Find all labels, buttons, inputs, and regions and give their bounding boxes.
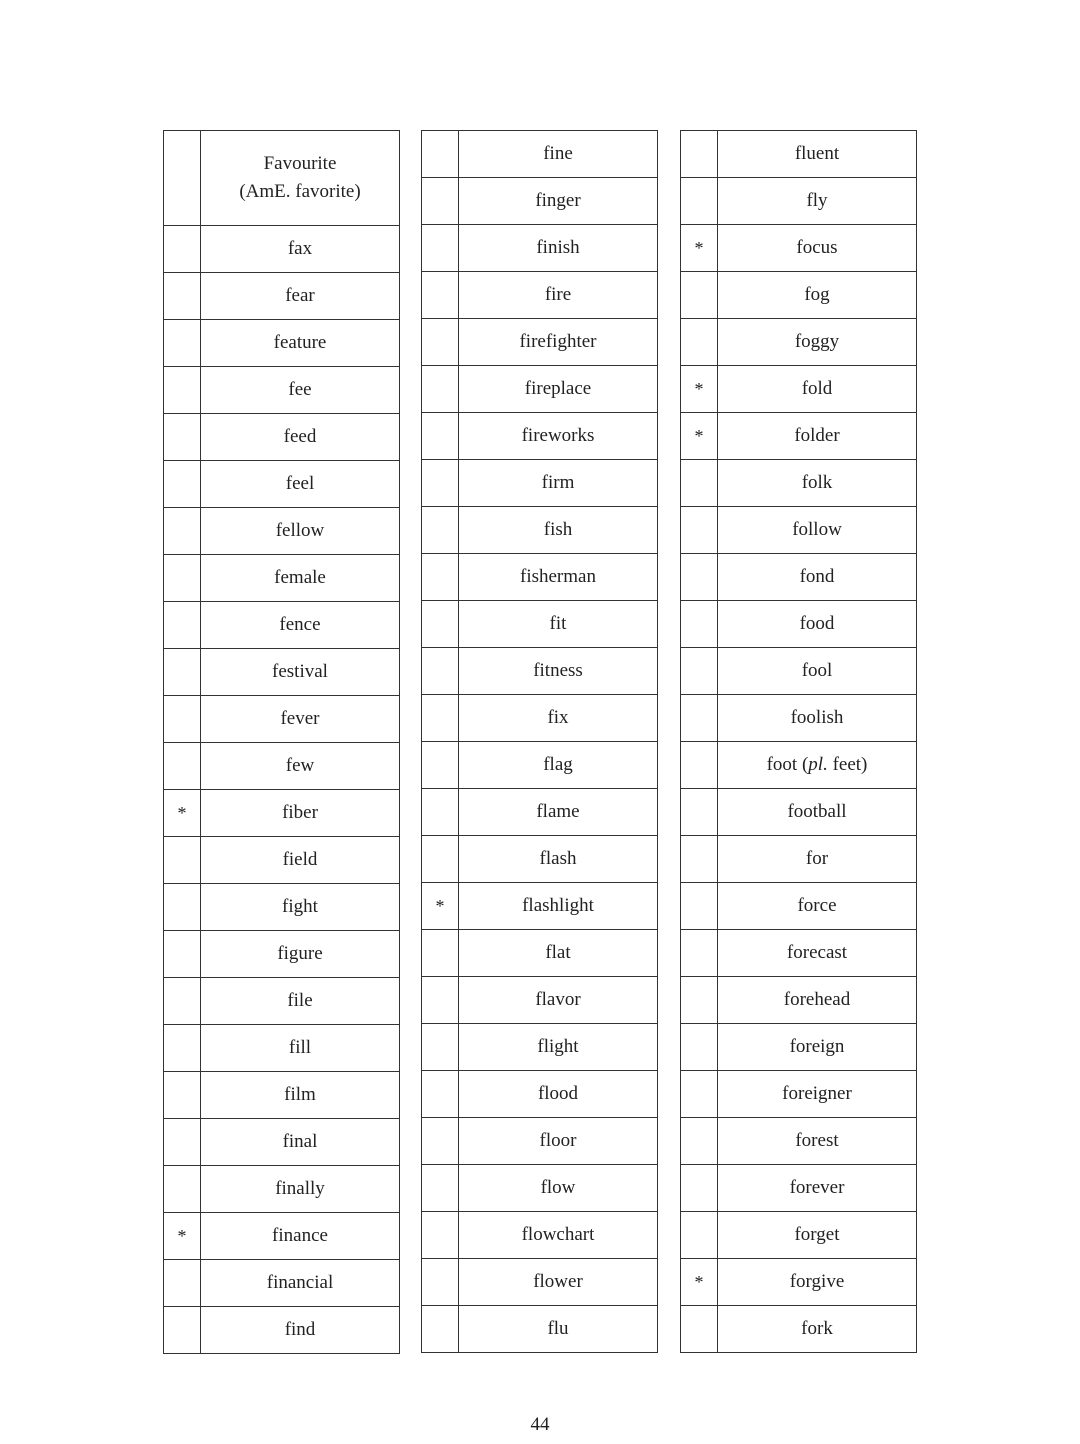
mark-cell [422, 272, 459, 319]
table-row [164, 649, 400, 696]
table-row [681, 648, 917, 695]
table-row [164, 273, 400, 320]
table-row [422, 742, 658, 789]
mark-cell [164, 226, 201, 273]
table-row [681, 742, 917, 789]
mark-cell [681, 507, 718, 554]
mark-cell [164, 649, 201, 696]
mark-cell [422, 977, 459, 1024]
word-text: Favourite [263, 153, 337, 174]
mark-cell [422, 225, 459, 272]
table-row [681, 225, 917, 272]
word-cell: flu [459, 1306, 658, 1353]
table-row [681, 930, 917, 977]
word-italic-text: pl. [808, 754, 828, 775]
table-row [422, 1118, 658, 1165]
mark-cell [422, 789, 459, 836]
word-cell: flame [459, 789, 658, 836]
mark-cell [422, 930, 459, 977]
word-cell: fear [201, 273, 400, 320]
table-row [422, 554, 658, 601]
mark-cell [164, 602, 201, 649]
table-row [422, 178, 658, 225]
word-cell: fish [459, 507, 658, 554]
mark-cell [164, 131, 201, 226]
word-cell: fireworks [459, 413, 658, 460]
mark-cell [164, 461, 201, 508]
word-cell: financial [201, 1260, 400, 1307]
mark-cell [164, 696, 201, 743]
word-cell: fitness [459, 648, 658, 695]
word-cell: flavor [459, 977, 658, 1024]
word-cell: field [201, 837, 400, 884]
mark-cell [681, 131, 718, 178]
table-row [422, 648, 658, 695]
word-cell: foggy [718, 319, 917, 366]
mark-cell [681, 1118, 718, 1165]
word-table-2 [421, 130, 658, 1353]
word-cell: focus [718, 225, 917, 272]
mark-cell: * [422, 883, 459, 930]
mark-cell [164, 1025, 201, 1072]
mark-cell [681, 1071, 718, 1118]
table-row [422, 601, 658, 648]
table-row [164, 1213, 400, 1260]
mark-cell [681, 1212, 718, 1259]
table-row [681, 1165, 917, 1212]
word-cell: forecast [718, 930, 917, 977]
word-table-3 [680, 130, 917, 1353]
table-row [681, 883, 917, 930]
word-cell: fee [201, 367, 400, 414]
table-row [422, 225, 658, 272]
mark-cell [681, 601, 718, 648]
table-row [422, 272, 658, 319]
mark-cell [164, 320, 201, 367]
mark-cell [422, 554, 459, 601]
table-row [164, 508, 400, 555]
word-cell: food [718, 601, 917, 648]
mark-cell [681, 977, 718, 1024]
word-cell: fluent [718, 131, 917, 178]
table-row [422, 131, 658, 178]
table-row [681, 554, 917, 601]
table-row [681, 131, 917, 178]
mark-cell [164, 1307, 201, 1354]
mark-cell [422, 366, 459, 413]
table-row [164, 320, 400, 367]
word-cell: fine [459, 131, 658, 178]
word-cell: flag [459, 742, 658, 789]
table-row [164, 555, 400, 602]
table-row [422, 1071, 658, 1118]
table-row [422, 507, 658, 554]
word-cell: fly [718, 178, 917, 225]
word-table-1 [163, 130, 400, 1354]
mark-cell [681, 1024, 718, 1071]
word-cell: fix [459, 695, 658, 742]
mark-cell [422, 1165, 459, 1212]
word-cell: finger [459, 178, 658, 225]
mark-cell [422, 178, 459, 225]
word-cell: fire [459, 272, 658, 319]
word-cell: flashlight [459, 883, 658, 930]
mark-cell [681, 1306, 718, 1353]
mark-cell [164, 884, 201, 931]
mark-cell [681, 930, 718, 977]
word-cell: feel [201, 461, 400, 508]
table-row [164, 461, 400, 508]
word-cell: for [718, 836, 917, 883]
word-cell: folder [718, 413, 917, 460]
table-row [422, 930, 658, 977]
word-cell [201, 131, 400, 226]
table-row [681, 178, 917, 225]
word-cell: few [201, 743, 400, 790]
table-row [164, 884, 400, 931]
word-text: foot ( [766, 754, 809, 775]
table-row [422, 836, 658, 883]
table-row [422, 319, 658, 366]
mark-cell [422, 1118, 459, 1165]
table-row [681, 1259, 917, 1306]
table-row [422, 1306, 658, 1353]
table-row [164, 1025, 400, 1072]
word-cell: folk [718, 460, 917, 507]
mark-cell [164, 273, 201, 320]
mark-cell [422, 413, 459, 460]
word-cell: follow [718, 507, 917, 554]
table-row [164, 367, 400, 414]
mark-cell: * [681, 1259, 718, 1306]
table-row [164, 837, 400, 884]
table-row [164, 790, 400, 837]
word-cell: forehead [718, 977, 917, 1024]
mark-cell [422, 1212, 459, 1259]
word-cell: figure [201, 931, 400, 978]
table-row [681, 695, 917, 742]
table-row [681, 507, 917, 554]
word-cell: feature [201, 320, 400, 367]
table-row [422, 1212, 658, 1259]
mark-cell [164, 555, 201, 602]
mark-cell [164, 1166, 201, 1213]
mark-cell [164, 1260, 201, 1307]
mark-cell [422, 648, 459, 695]
word-cell: foreigner [718, 1071, 917, 1118]
table-row [681, 789, 917, 836]
word-cell: forgive [718, 1259, 917, 1306]
table-row [681, 601, 917, 648]
table-row [681, 977, 917, 1024]
mark-cell [681, 319, 718, 366]
mark-cell [681, 1165, 718, 1212]
word-cell: foolish [718, 695, 917, 742]
table-row [681, 366, 917, 413]
table-row [422, 1259, 658, 1306]
mark-cell [681, 178, 718, 225]
page-number: 44 [530, 1414, 550, 1435]
mark-cell [681, 648, 718, 695]
table-row [164, 743, 400, 790]
word-cell: flow [459, 1165, 658, 1212]
word-cell: finish [459, 225, 658, 272]
word-cell: forest [718, 1118, 917, 1165]
mark-cell [422, 1259, 459, 1306]
word-cell: fool [718, 648, 917, 695]
table-row [681, 1071, 917, 1118]
word-cell: floor [459, 1118, 658, 1165]
table-row [681, 1118, 917, 1165]
word-cell: forever [718, 1165, 917, 1212]
word-cell: fiber [201, 790, 400, 837]
word-cell: foreign [718, 1024, 917, 1071]
word-cell: fight [201, 884, 400, 931]
table-row [422, 366, 658, 413]
word-cell: fork [718, 1306, 917, 1353]
table-row [681, 836, 917, 883]
word-variant-text: (AmE. favorite) [239, 181, 361, 202]
word-cell: fill [201, 1025, 400, 1072]
table-row [164, 931, 400, 978]
mark-cell [422, 507, 459, 554]
word-cell [718, 742, 917, 789]
table-row [422, 789, 658, 836]
table-row [422, 1165, 658, 1212]
word-cell: firm [459, 460, 658, 507]
table-row [164, 226, 400, 273]
mark-cell [422, 836, 459, 883]
mark-cell: * [164, 790, 201, 837]
word-cell: football [718, 789, 917, 836]
mark-cell: * [681, 413, 718, 460]
word-cell: fax [201, 226, 400, 273]
table-row [164, 696, 400, 743]
mark-cell [422, 131, 459, 178]
mark-cell [422, 1306, 459, 1353]
word-cell: fever [201, 696, 400, 743]
table-row [681, 413, 917, 460]
mark-cell [422, 319, 459, 366]
word-cell: flowchart [459, 1212, 658, 1259]
word-cell: final [201, 1119, 400, 1166]
table-row [681, 272, 917, 319]
word-cell: forget [718, 1212, 917, 1259]
table-row [681, 1024, 917, 1071]
table-row [681, 1212, 917, 1259]
mark-cell [422, 1071, 459, 1118]
word-cell: flight [459, 1024, 658, 1071]
mark-cell [681, 742, 718, 789]
word-cell: fisherman [459, 554, 658, 601]
mark-cell [681, 272, 718, 319]
table-row [164, 1307, 400, 1354]
word-cell: film [201, 1072, 400, 1119]
table-row [164, 1166, 400, 1213]
word-cell: fond [718, 554, 917, 601]
word-cell: find [201, 1307, 400, 1354]
table-row [681, 1306, 917, 1353]
word-cell: festival [201, 649, 400, 696]
mark-cell [164, 743, 201, 790]
mark-cell [164, 837, 201, 884]
word-cell: file [201, 978, 400, 1025]
table-row [422, 413, 658, 460]
word-cell: force [718, 883, 917, 930]
word-cell: fold [718, 366, 917, 413]
word-cell: fence [201, 602, 400, 649]
mark-cell [681, 460, 718, 507]
word-cell: flower [459, 1259, 658, 1306]
table-row [164, 602, 400, 649]
mark-cell [422, 460, 459, 507]
word-cell: fireplace [459, 366, 658, 413]
mark-cell [681, 789, 718, 836]
table-row [422, 883, 658, 930]
table-row [422, 460, 658, 507]
table-row [164, 131, 400, 226]
table-row [422, 977, 658, 1024]
mark-cell: * [681, 366, 718, 413]
word-cell: feed [201, 414, 400, 461]
word-cell: fit [459, 601, 658, 648]
mark-cell [681, 836, 718, 883]
mark-cell [164, 1119, 201, 1166]
table-row [681, 460, 917, 507]
table-row [164, 1260, 400, 1307]
mark-cell [164, 508, 201, 555]
mark-cell [164, 978, 201, 1025]
mark-cell: * [164, 1213, 201, 1260]
word-cell: flood [459, 1071, 658, 1118]
mark-cell [681, 883, 718, 930]
word-cell: firefighter [459, 319, 658, 366]
word-cell: finance [201, 1213, 400, 1260]
mark-cell: * [681, 225, 718, 272]
word-cell: flash [459, 836, 658, 883]
table-row [164, 978, 400, 1025]
mark-cell [164, 1072, 201, 1119]
table-row [164, 1072, 400, 1119]
table-row [164, 1119, 400, 1166]
mark-cell [164, 931, 201, 978]
mark-cell [422, 601, 459, 648]
table-row [681, 319, 917, 366]
word-suffix-text: feet) [827, 754, 868, 775]
word-cell: flat [459, 930, 658, 977]
table-row [422, 1024, 658, 1071]
mark-cell [681, 695, 718, 742]
mark-cell [164, 414, 201, 461]
word-cell: fellow [201, 508, 400, 555]
mark-cell [422, 742, 459, 789]
mark-cell [422, 1024, 459, 1071]
table-row [164, 414, 400, 461]
word-cell: female [201, 555, 400, 602]
table-row [422, 695, 658, 742]
mark-cell [422, 695, 459, 742]
word-cell: finally [201, 1166, 400, 1213]
mark-cell [164, 367, 201, 414]
mark-cell [681, 554, 718, 601]
word-cell: fog [718, 272, 917, 319]
